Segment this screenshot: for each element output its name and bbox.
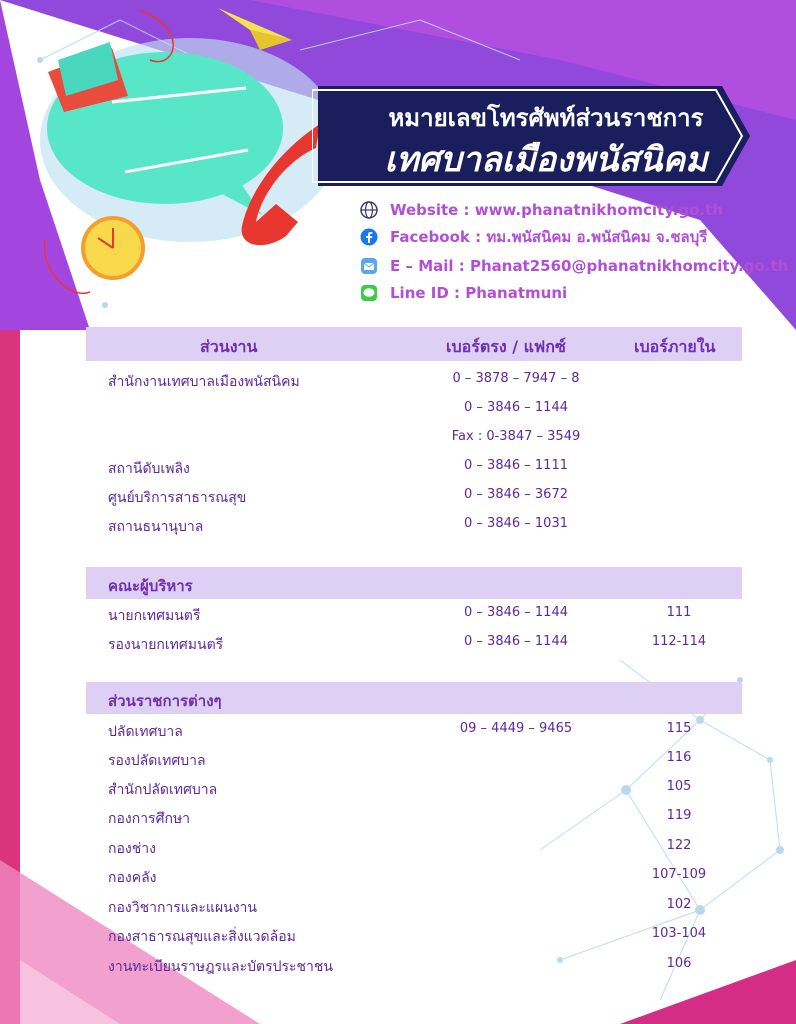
title-banner [312, 86, 752, 186]
department-name: กองวิชาการและแผนงาน [108, 900, 257, 916]
page-title-line2: เทศบาลเมืองพนัสนิคม [384, 140, 708, 180]
contact-facebook[interactable] [360, 225, 707, 249]
table-row [86, 369, 742, 393]
section-executives [86, 567, 742, 599]
table-row [86, 924, 742, 948]
internal-number: 103-104 [651, 926, 707, 941]
department-name: งานทะเบียนราษฎรและบัตรประชาชน [108, 959, 333, 975]
department-name: สำนักปลัดเทศบาล [108, 782, 218, 798]
table-row [86, 806, 742, 830]
table-row [86, 603, 742, 627]
internal-number: 115 [666, 721, 692, 736]
table-row [86, 748, 742, 772]
section-title: ส่วนราชการต่างๆ [108, 692, 222, 710]
table-row [86, 456, 742, 480]
page-title-line1: หมายเลขโทรศัพท์ส่วนราชการ [388, 104, 704, 132]
contact-website[interactable] [360, 198, 723, 222]
table-row [86, 514, 742, 538]
table-row [86, 427, 742, 451]
internal-number: 112-114 [651, 634, 707, 649]
line-icon [360, 284, 378, 302]
email-icon [360, 257, 378, 275]
internal-number: 105 [666, 779, 692, 794]
table-row [86, 865, 742, 889]
table-row [86, 954, 742, 978]
direct-number: 0 – 3846 – 3672 [464, 487, 568, 502]
contact-email[interactable] [360, 254, 788, 278]
internal-number: 106 [666, 956, 692, 971]
department-name: ศูนย์บริการสาธารณสุข [108, 490, 247, 506]
table-row [86, 836, 742, 860]
fax-number: Fax : 0-3847 – 3549 [451, 429, 581, 444]
direct-number: 09 – 4449 – 9465 [459, 721, 573, 736]
department-name: สถานธนานุบาล [108, 519, 204, 535]
internal-number: 122 [666, 838, 692, 853]
column-department: ส่วนงาน [200, 337, 258, 356]
table-header [86, 327, 742, 361]
contact-website-text: Website : www.phanatnikhomcity.go.th [390, 201, 723, 219]
internal-number: 119 [666, 808, 692, 823]
facebook-icon [360, 228, 378, 246]
contact-line-text: Line ID : Phanatmuni [390, 284, 568, 302]
section-title: คณะผู้บริหาร [108, 577, 193, 595]
internal-number: 116 [666, 750, 692, 765]
department-name: รองปลัดเทศบาล [108, 753, 206, 769]
direct-number: 0 – 3846 – 1031 [464, 516, 568, 531]
department-name: สำนักงานเทศบาลเมืองพนัสนิคม [108, 374, 300, 390]
globe-icon [360, 201, 378, 219]
internal-number: 102 [666, 897, 692, 912]
contact-email-text: E – Mail : Phanat2560@phanatnikhomcity.go.th [390, 257, 789, 275]
column-direct-number: เบอร์ตรง / แฟกซ์ [446, 337, 566, 356]
table-row [86, 895, 742, 919]
direct-number: 0 – 3878 – 7947 – 8 [452, 371, 580, 386]
department-name: สถานีดับเพลิง [108, 461, 190, 477]
table-row [86, 632, 742, 656]
contact-facebook-text: Facebook : ทม.พนัสนิคม อ.พนัสนิคม จ.ชลบุรี [390, 228, 708, 246]
department-name: กองสาธารณสุขและสิ่งแวดล้อม [108, 929, 296, 945]
direct-number: 0 – 3846 – 1111 [464, 458, 568, 473]
contact-line[interactable] [360, 281, 567, 305]
direct-number: 0 – 3846 – 1144 [464, 634, 568, 649]
table-row [86, 485, 742, 509]
department-name: นายกเทศมนตรี [108, 608, 201, 624]
table-row [86, 777, 742, 801]
internal-number: 111 [666, 605, 692, 620]
direct-number: 0 – 3846 – 1144 [464, 400, 568, 415]
internal-number: 107-109 [651, 867, 707, 882]
department-name: กองช่าง [108, 841, 156, 857]
table-row [86, 398, 742, 422]
section-departments [86, 682, 742, 714]
department-name: กองคลัง [108, 870, 157, 886]
department-name: ปลัดเทศบาล [108, 724, 183, 740]
table-row [86, 719, 742, 743]
column-internal-number: เบอร์ภายใน [634, 337, 716, 356]
department-name: รองนายกเทศมนตรี [108, 637, 224, 653]
department-name: กองการศึกษา [108, 811, 191, 827]
direct-number: 0 – 3846 – 1144 [464, 605, 568, 620]
